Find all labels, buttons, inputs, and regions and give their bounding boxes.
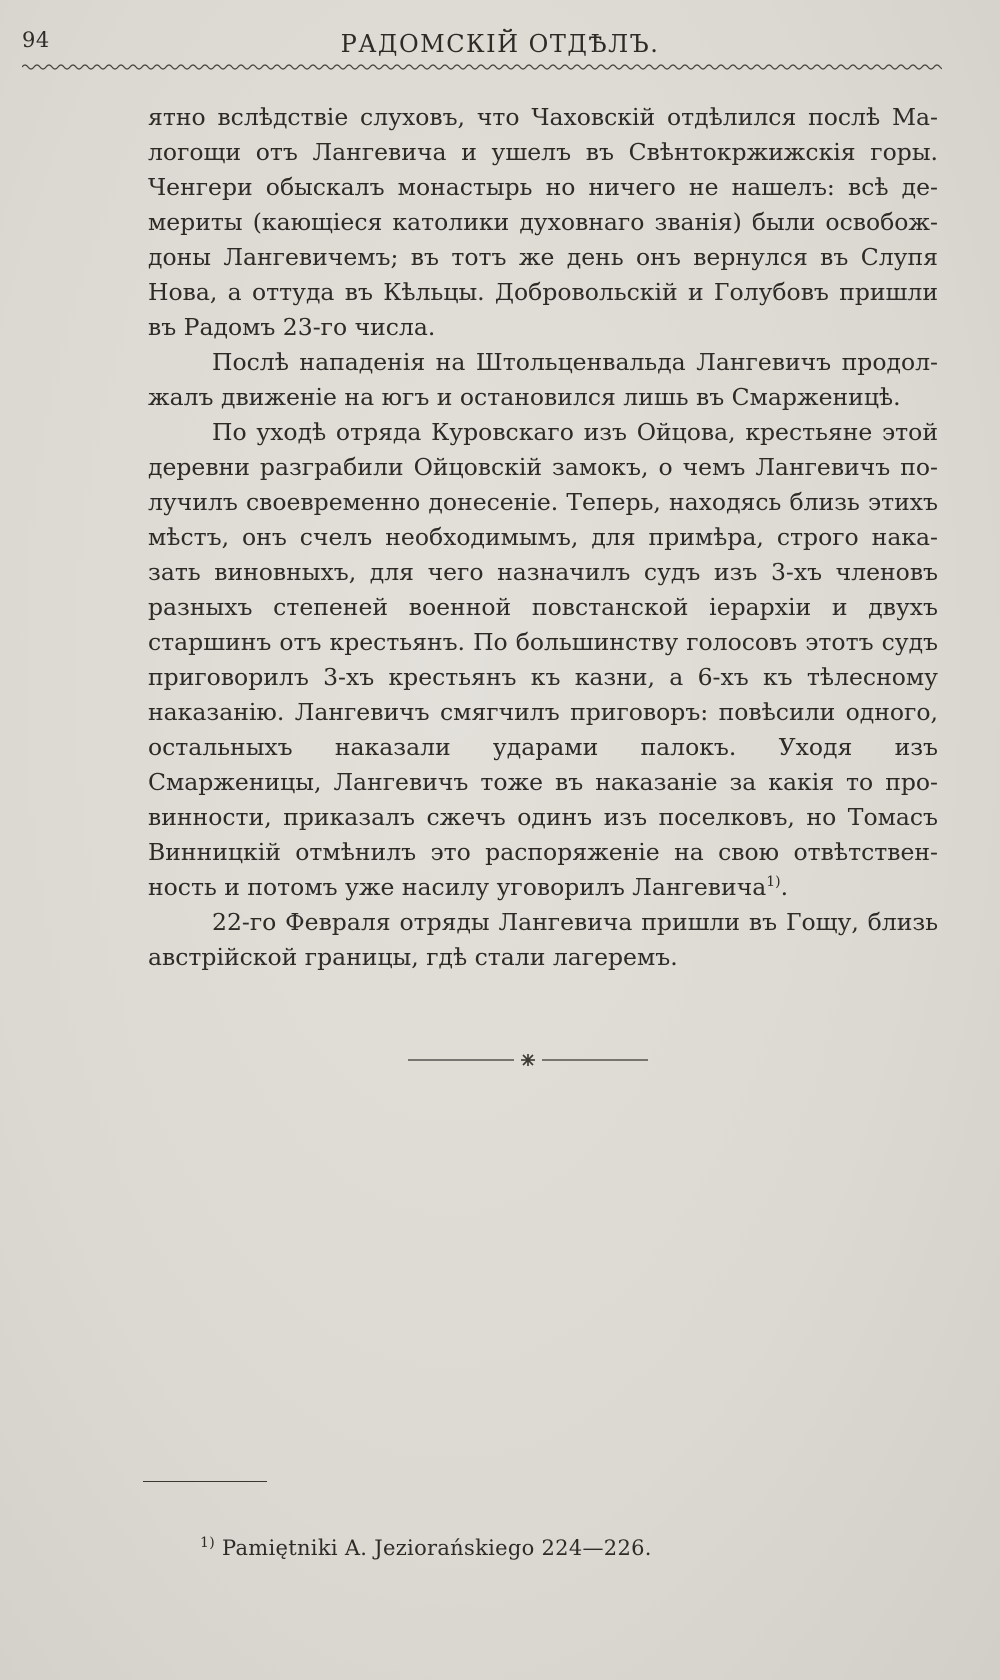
- paragraph-1: ятно вслѣдствіе слуховъ, что Чаховскій отдѣлился послѣ Малогощи отъ Лангевича и ушелъ въ Свѣнтокржижскія горы. Ченгери обыскалъ монастырь но ничего не нашелъ: всѣ демериты (кающіеся католики духовнаго званія) были освобождоны Лангевичемъ; въ тотъ же день онъ вернулся въ Слупя Нова, а оттуда въ Кѣльцы. Добровольскій и Голубовъ пришли въ Радомъ 23-го числа.: [148, 103, 938, 341]
- section-end-ornament: [408, 1052, 648, 1068]
- body-text: [148, 100, 938, 975]
- paragraph-2: Послѣ нападенія на Штольценвальда Лангевичъ продолжалъ движеніе на югъ и остановился лишь въ Смарженицѣ.: [148, 348, 938, 411]
- asterisk-ornament-icon: [521, 1054, 535, 1066]
- footnote-divider: [143, 1481, 267, 1482]
- footnote-reference[interactable]: 1): [766, 874, 781, 891]
- running-title: РАДОМСКІЙ ОТДѢЛЪ.: [340, 30, 660, 58]
- footnote-text: Pamiętniki A. Jeziorańskiego 224—226.: [221, 1536, 652, 1560]
- header-wavy-rule: [22, 62, 942, 72]
- footnote: [200, 1536, 652, 1560]
- page-number: 94: [22, 28, 50, 52]
- paragraph-4: 22-го Февраля отряды Лангевича пришли въ Гощу, близь австрійской границы, гдѣ стали лагеремъ.: [148, 908, 938, 971]
- paragraph-3: По уходѣ отряда Куровскаго изъ Ойцова, крестьяне этой деревни разграбили Ойцовскій замокъ, о чемъ Лангевичъ получилъ своевременно донесеніе. Теперь, находясь близь этихъ мѣстъ, онъ счелъ необходимымъ, для примѣра, строго наказать виновныхъ, для чего назначилъ судъ изъ 3-хъ членовъ разныхъ степеней военной повстанской іерархіи и двухъ старшинъ отъ крестьянъ. По большинству голосовъ этотъ судъ приговорилъ 3-хъ крестьянъ къ казни, а 6-хъ къ тѣлесному наказанію. Лангевичъ смягчилъ приговоръ: повѣсили одного, остальныхъ наказали ударами палокъ. Уходя изъ Смарженицы, Лангевичъ тоже въ наказаніе за какія то провинности, приказалъ сжечъ одинъ изъ поселковъ, но Томасъ Винницкій отмѣнилъ это распоряженіе на свою отвѣтственность и потомъ уже насилу уговорилъ Лангевича$^{1)}$.: [148, 418, 938, 901]
- footnote-mark: 1): [200, 1535, 215, 1551]
